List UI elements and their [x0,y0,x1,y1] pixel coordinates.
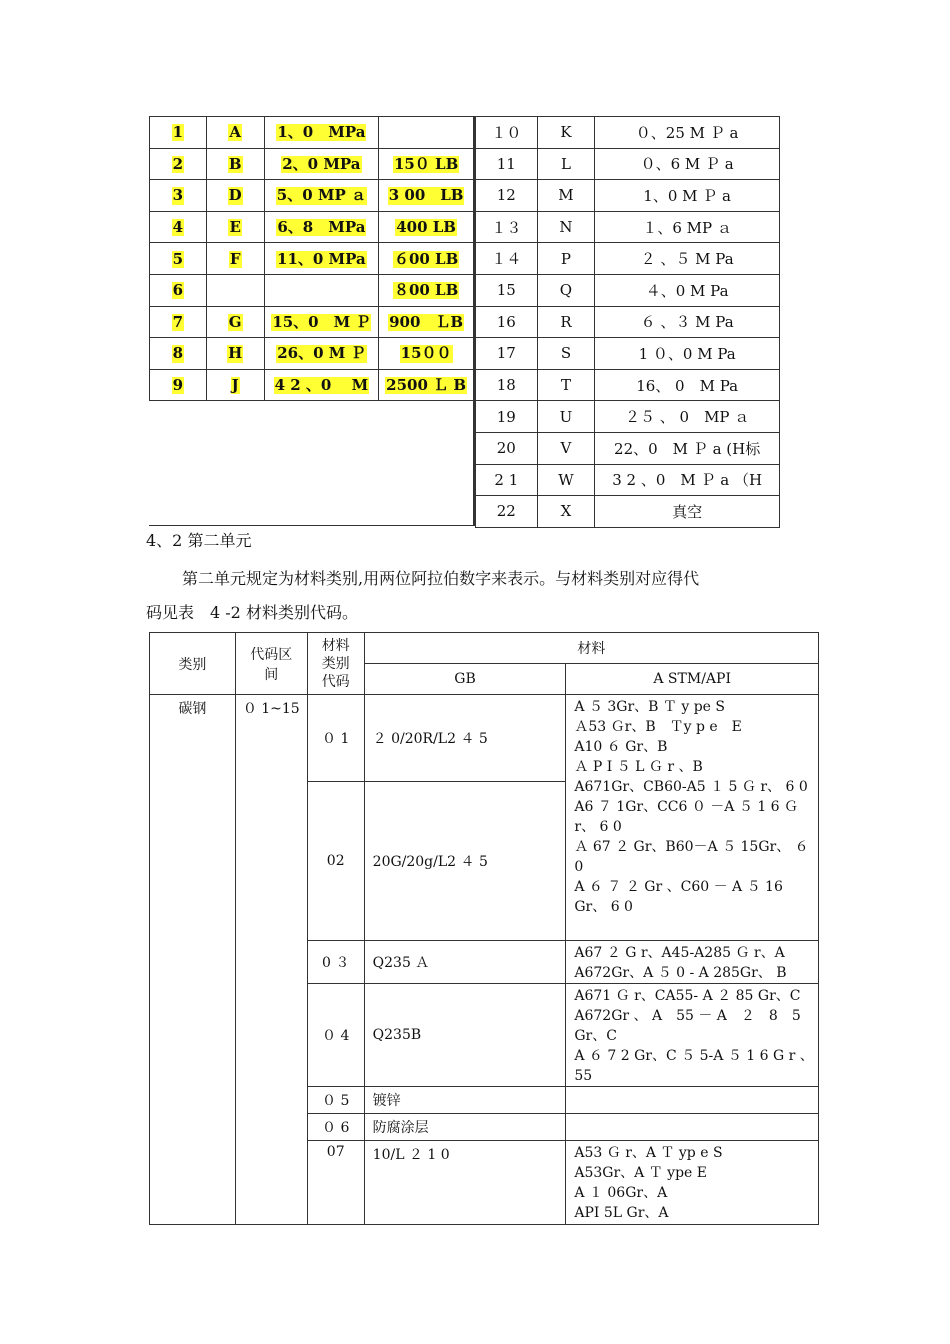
table-row: 碳钢 ０ 1~15 ０ 1 ２ 0/20R/L2 ４ 5 A ５ 3Gr、B Ｔ y pe S Ａ53 Ｇr、B Ｔy p e E A10 ６ Gr、B Ａ P I ５ L Ｇ r 、B A671Gr、CB60-A5 １ 5 Ｇ r、 6 0 A6 ７ 1Gr、CC6 ０ －A ５ 1 6 Ｇ r、 6 0 Ａ 67 ２ Gr、B60－A ５ 15Gr、 ６ 0 A ６ ７ ２ Gr 、C60 － A ５ 16 Gr、 6 0 [150,695,819,782]
header-astm: A STM/API [566,664,819,695]
table-header-row [150,633,819,664]
table-row: 7 G 15、0 M Ｐ 900 ＬB [150,306,474,338]
table-row: 12 M 1、0 M Ｐ a [476,180,780,212]
table-row: １０ K ０、25 M Ｐ a [476,117,780,149]
table-row: 02 20G/20g/L2 ４ 5 [150,782,819,941]
table-row: 0 ３ Q235 Ａ A67 ２ G r、A45-A285 Ｇ r、A A672Gr、A ５ 0 - A 285Gr、 B [150,941,819,984]
table-row: 19 U ２５ 、 0 MP ａ [476,401,780,433]
section-heading: 4、2 第二单元 [146,531,252,550]
table-row: 9 J 4 2 、0 M 2500 Ｌ B [150,369,474,401]
table-row: 5 F 11、0 MPa ６00 LB [150,243,474,275]
code-range: ０ 1~15 [235,695,307,1225]
table-baseline [149,525,475,526]
pressure-table-left [149,116,474,401]
header-gb: GB [364,664,566,695]
table-row: ０ 6 防腐涂层 [150,1114,819,1141]
astm-cell: A ５ 3Gr、B Ｔ y pe S Ａ53 Ｇr、B Ｔy p e E A10 ６ Gr、B Ａ P I ５ L Ｇ r 、B A671Gr、CB60-A5 １ 5 Ｇ r、 6 0 A6 ７ 1Gr、CC6 ０ －A ５ 1 6 Ｇ r、 6 0 Ａ 67 ２ Gr、B60－A ５ 15Gr、 ６ 0 A ６ ７ ２ Gr 、C60 － A ５ 16 Gr、 6 0 [566,695,819,941]
paragraph-line: 第二单元规定为材料类别,用两位阿拉伯数字来表示。与材料类别对应得代 [182,569,700,588]
material-category: 碳钢 [150,695,236,1225]
header-range: 代码区间 [235,633,307,695]
table-row: １３ N １、6 MP ａ [476,211,780,243]
header-material: 材料 [364,633,818,664]
table-row: 11 L ０、6 M Ｐ a [476,148,780,180]
table-row: 15 Q ４、0 M Pa [476,274,780,306]
table-row: 18 T 16、 0 M Pa [476,369,780,401]
pressure-table-right [475,116,780,528]
table-row: 3 D 5、0 MP ａ 3 00 LB [150,180,474,212]
table-row: 6 ８00 LB [150,274,474,306]
paragraph-line: 码见表 4 -2 材料类别代码。 [146,603,358,622]
table-row: １４ P ２ 、５ M Pa [476,243,780,275]
table-row: 2 1 W 3 2 、0 M Ｐ a （H [476,464,780,496]
table-row: 4 E 6、8 MPa 400 LB [150,211,474,243]
table-row: 1 A 1、0 MPa [150,117,474,149]
table-row: 17 S 1 ０、0 M Pa [476,338,780,370]
astm-cell: A53 Ｇ r、A Ｔ yp e S A53Gr、A Ｔ ype E A １ 06Gr、A API 5L Gr、A [566,1141,819,1225]
table-row: 20 V 22、0 M Ｐ a (H标 [476,432,780,464]
section-paragraph [146,562,818,630]
astm-cell: A67 ２ G r、A45-A285 Ｇ r、A A672Gr、A ５ 0 - A 285Gr、 B [566,941,819,984]
table-row: 16 R ６ 、３ M Pa [476,306,780,338]
material-category-table [149,632,819,1225]
table-row: 8 H 26、0 M Ｐ 15００ [150,338,474,370]
header-code: 材料类别代码 [307,633,364,695]
astm-cell: A671 Ｇ r、CA55- A ２ 85 Gr、C A672Gr 、 A 55 － A ２ 8 5 Gr、C A ６ 7 2 Gr、C ５ 5-A ５ 1 6 G r 、55 [566,984,819,1087]
table-row: ０ 5 镀锌 [150,1087,819,1114]
table-row: ０ 4 Q235B A671 Ｇ r、CA55- A ２ 85 Gr、C A672Gr 、 A 55 － A ２ 8 5 Gr、C A ６ 7 2 Gr、C ５ 5-A ５ 1 6 G r 、55 [150,984,819,1087]
table-row: 07 10/L ２ 1 0 A53 Ｇ r、A Ｔ yp e S A53Gr、A Ｔ ype E A １ 06Gr、A API 5L Gr、A [150,1141,819,1225]
table-row: 22 X 真空 [476,496,780,528]
header-category: 类别 [150,633,236,695]
table-row: 2 B 2、0 MPa 15０ LB [150,148,474,180]
